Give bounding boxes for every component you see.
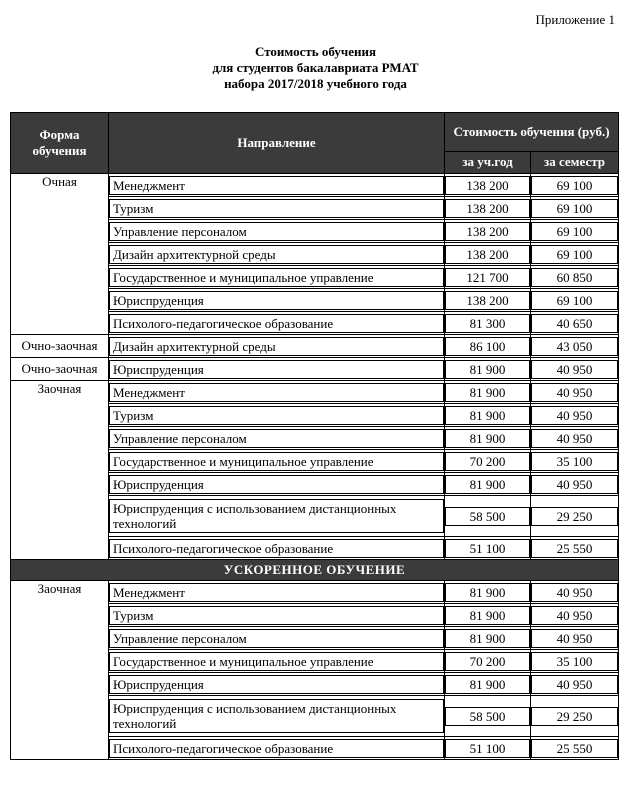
document-title [0,44,631,92]
title-line-1: Стоимость обучения [254,44,376,59]
direction-cell-text: Менеджмент [109,583,444,602]
header-per-semester: за семестр [531,151,619,173]
appendix-label: Приложение 1 [535,12,615,27]
semester-cost-cell [531,220,619,243]
year-cost-cell [445,427,531,450]
year-cost-cell [445,404,531,427]
table-row [11,335,619,358]
direction-cell [109,220,445,243]
direction-cell-text: Туризм [109,199,444,218]
table-row [11,174,619,197]
year-cost-cell [445,737,531,760]
semester-cost-cell-text: 40 950 [531,675,618,694]
semester-cost-cell-text: 60 850 [531,268,618,287]
direction-cell-text: Туризм [109,406,444,425]
year-cost-cell-text: 81 900 [445,629,530,648]
semester-cost-cell-text: 43 050 [531,337,618,356]
semester-cost-cell [531,335,619,358]
semester-cost-cell-text: 69 100 [531,176,618,195]
direction-cell-text: Юриспруденция [109,360,444,379]
direction-cell [109,450,445,473]
year-cost-cell-text: 58 500 [445,707,530,726]
semester-cost-cell [531,174,619,197]
year-cost-cell [445,174,531,197]
semester-cost-cell [531,604,619,627]
direction-cell-text: Менеджмент [109,383,444,402]
year-cost-cell [445,312,531,335]
semester-cost-cell [531,627,619,650]
direction-cell-text: Туризм [109,606,444,625]
semester-cost-cell-text: 29 250 [531,707,618,726]
header-direction: Направление [109,113,445,174]
year-cost-cell [445,358,531,381]
year-cost-cell-text: 138 200 [445,245,530,264]
year-cost-cell [445,450,531,473]
year-cost-cell [445,381,531,404]
study-form-cell: Очно-заочная [11,358,109,381]
semester-cost-cell [531,450,619,473]
direction-cell-text: Государственное и муниципальное управление [109,268,444,287]
table-row [11,358,619,381]
direction-cell [109,404,445,427]
accelerated-banner: УСКОРЕННОЕ ОБУЧЕНИЕ [11,560,619,581]
year-cost-cell [445,650,531,673]
direction-cell [109,604,445,627]
year-cost-cell [445,220,531,243]
direction-cell [109,197,445,220]
direction-cell-text: Юриспруденция [109,291,444,310]
study-form-cell: Заочная [11,381,109,560]
direction-cell-text: Менеджмент [109,176,444,195]
semester-cost-cell [531,737,619,760]
year-cost-cell [445,581,531,604]
direction-cell [109,650,445,673]
year-cost-cell-text: 51 100 [445,539,530,558]
year-cost-cell-text: 81 900 [445,406,530,425]
semester-cost-cell [531,381,619,404]
semester-cost-cell-text: 40 650 [531,314,618,333]
year-cost-cell [445,197,531,220]
semester-cost-cell-text: 25 550 [531,739,618,758]
direction-cell-text: Дизайн архитектурной среды [109,245,444,264]
direction-cell-text: Юриспруденция [109,475,444,494]
semester-cost-cell-text: 40 950 [531,360,618,379]
year-cost-cell [445,289,531,312]
year-cost-cell-text: 81 900 [445,583,530,602]
semester-cost-cell [531,266,619,289]
direction-cell [109,358,445,381]
table-row [11,581,619,604]
year-cost-cell-text: 81 300 [445,314,530,333]
year-cost-cell-text: 81 900 [445,360,530,379]
direction-cell-text: Психолого-педагогическое образование [109,739,444,758]
semester-cost-cell-text: 40 950 [531,406,618,425]
direction-cell [109,496,445,537]
year-cost-cell-text: 86 100 [445,337,530,356]
direction-cell-text: Государственное и муниципальное управление [109,652,444,671]
year-cost-cell [445,496,531,537]
year-cost-cell-text: 138 200 [445,222,530,241]
semester-cost-cell-text: 35 100 [531,452,618,471]
direction-cell [109,696,445,737]
direction-cell-text: Государственное и муниципальное управление [109,452,444,471]
year-cost-cell [445,243,531,266]
semester-cost-cell [531,496,619,537]
direction-cell-text: Дизайн архитектурной среды [109,337,444,356]
year-cost-cell [445,673,531,696]
semester-cost-cell [531,427,619,450]
direction-cell [109,627,445,650]
semester-cost-cell-text: 40 950 [531,429,618,448]
study-form-cell: Заочная [11,581,109,760]
tuition-table [10,112,619,760]
semester-cost-cell [531,696,619,737]
semester-cost-cell [531,358,619,381]
semester-cost-cell-text: 25 550 [531,539,618,558]
year-cost-cell-text: 138 200 [445,291,530,310]
direction-cell [109,581,445,604]
semester-cost-cell [531,312,619,335]
semester-cost-cell-text: 35 100 [531,652,618,671]
year-cost-cell [445,473,531,496]
year-cost-cell [445,266,531,289]
year-cost-cell-text: 81 900 [445,675,530,694]
direction-cell [109,673,445,696]
semester-cost-cell-text: 40 950 [531,583,618,602]
direction-cell-text: Юриспруденция [109,675,444,694]
semester-cost-cell-text: 69 100 [531,245,618,264]
direction-cell-text: Управление персоналом [109,629,444,648]
semester-cost-cell [531,404,619,427]
title-line-2: для студентов бакалавриата РМАТ [212,60,419,75]
year-cost-cell [445,627,531,650]
direction-cell [109,312,445,335]
year-cost-cell [445,604,531,627]
semester-cost-cell [531,243,619,266]
year-cost-cell-text: 121 700 [445,268,530,287]
direction-cell [109,737,445,760]
semester-cost-cell-text: 40 950 [531,606,618,625]
semester-cost-cell-text: 69 100 [531,222,618,241]
semester-cost-cell-text: 40 950 [531,383,618,402]
semester-cost-cell [531,289,619,312]
header-form: Форма обучения [11,113,109,174]
header-cost: Стоимость обучения (руб.) [445,113,619,152]
year-cost-cell [445,537,531,560]
direction-cell [109,243,445,266]
semester-cost-cell-text: 69 100 [531,291,618,310]
year-cost-cell [445,335,531,358]
study-form-cell: Очно-заочная [11,335,109,358]
semester-cost-cell [531,650,619,673]
semester-cost-cell-text: 69 100 [531,199,618,218]
direction-cell-text: Юриспруденция с использованием дистанционных технологий [109,699,444,733]
direction-cell [109,335,445,358]
semester-cost-cell [531,673,619,696]
direction-cell [109,473,445,496]
direction-cell-text: Психолого-педагогическое образование [109,314,444,333]
direction-cell [109,537,445,560]
year-cost-cell-text: 51 100 [445,739,530,758]
direction-cell [109,427,445,450]
semester-cost-cell [531,197,619,220]
semester-cost-cell [531,537,619,560]
direction-cell [109,289,445,312]
year-cost-cell-text: 81 900 [445,383,530,402]
direction-cell-text: Психолого-педагогическое образование [109,539,444,558]
title-line-3: набора 2017/2018 учебного года [224,76,407,91]
table-row [11,381,619,404]
semester-cost-cell-text: 40 950 [531,629,618,648]
year-cost-cell [445,696,531,737]
year-cost-cell-text: 81 900 [445,429,530,448]
direction-cell-text: Управление персоналом [109,429,444,448]
year-cost-cell-text: 81 900 [445,475,530,494]
direction-cell-text: Юриспруденция с использованием дистанционных технологий [109,499,444,533]
year-cost-cell-text: 70 200 [445,452,530,471]
semester-cost-cell-text: 40 950 [531,475,618,494]
direction-cell-text: Управление персоналом [109,222,444,241]
year-cost-cell-text: 138 200 [445,199,530,218]
direction-cell [109,174,445,197]
direction-cell [109,381,445,404]
accelerated-table-body [11,581,619,760]
direction-cell [109,266,445,289]
semester-cost-cell [531,581,619,604]
year-cost-cell-text: 81 900 [445,606,530,625]
header-per-year: за уч.год [445,151,531,173]
study-form-cell: Очная [11,174,109,335]
year-cost-cell-text: 58 500 [445,507,530,526]
semester-cost-cell [531,473,619,496]
year-cost-cell-text: 70 200 [445,652,530,671]
main-table-body [11,174,619,560]
semester-cost-cell-text: 29 250 [531,507,618,526]
year-cost-cell-text: 138 200 [445,176,530,195]
